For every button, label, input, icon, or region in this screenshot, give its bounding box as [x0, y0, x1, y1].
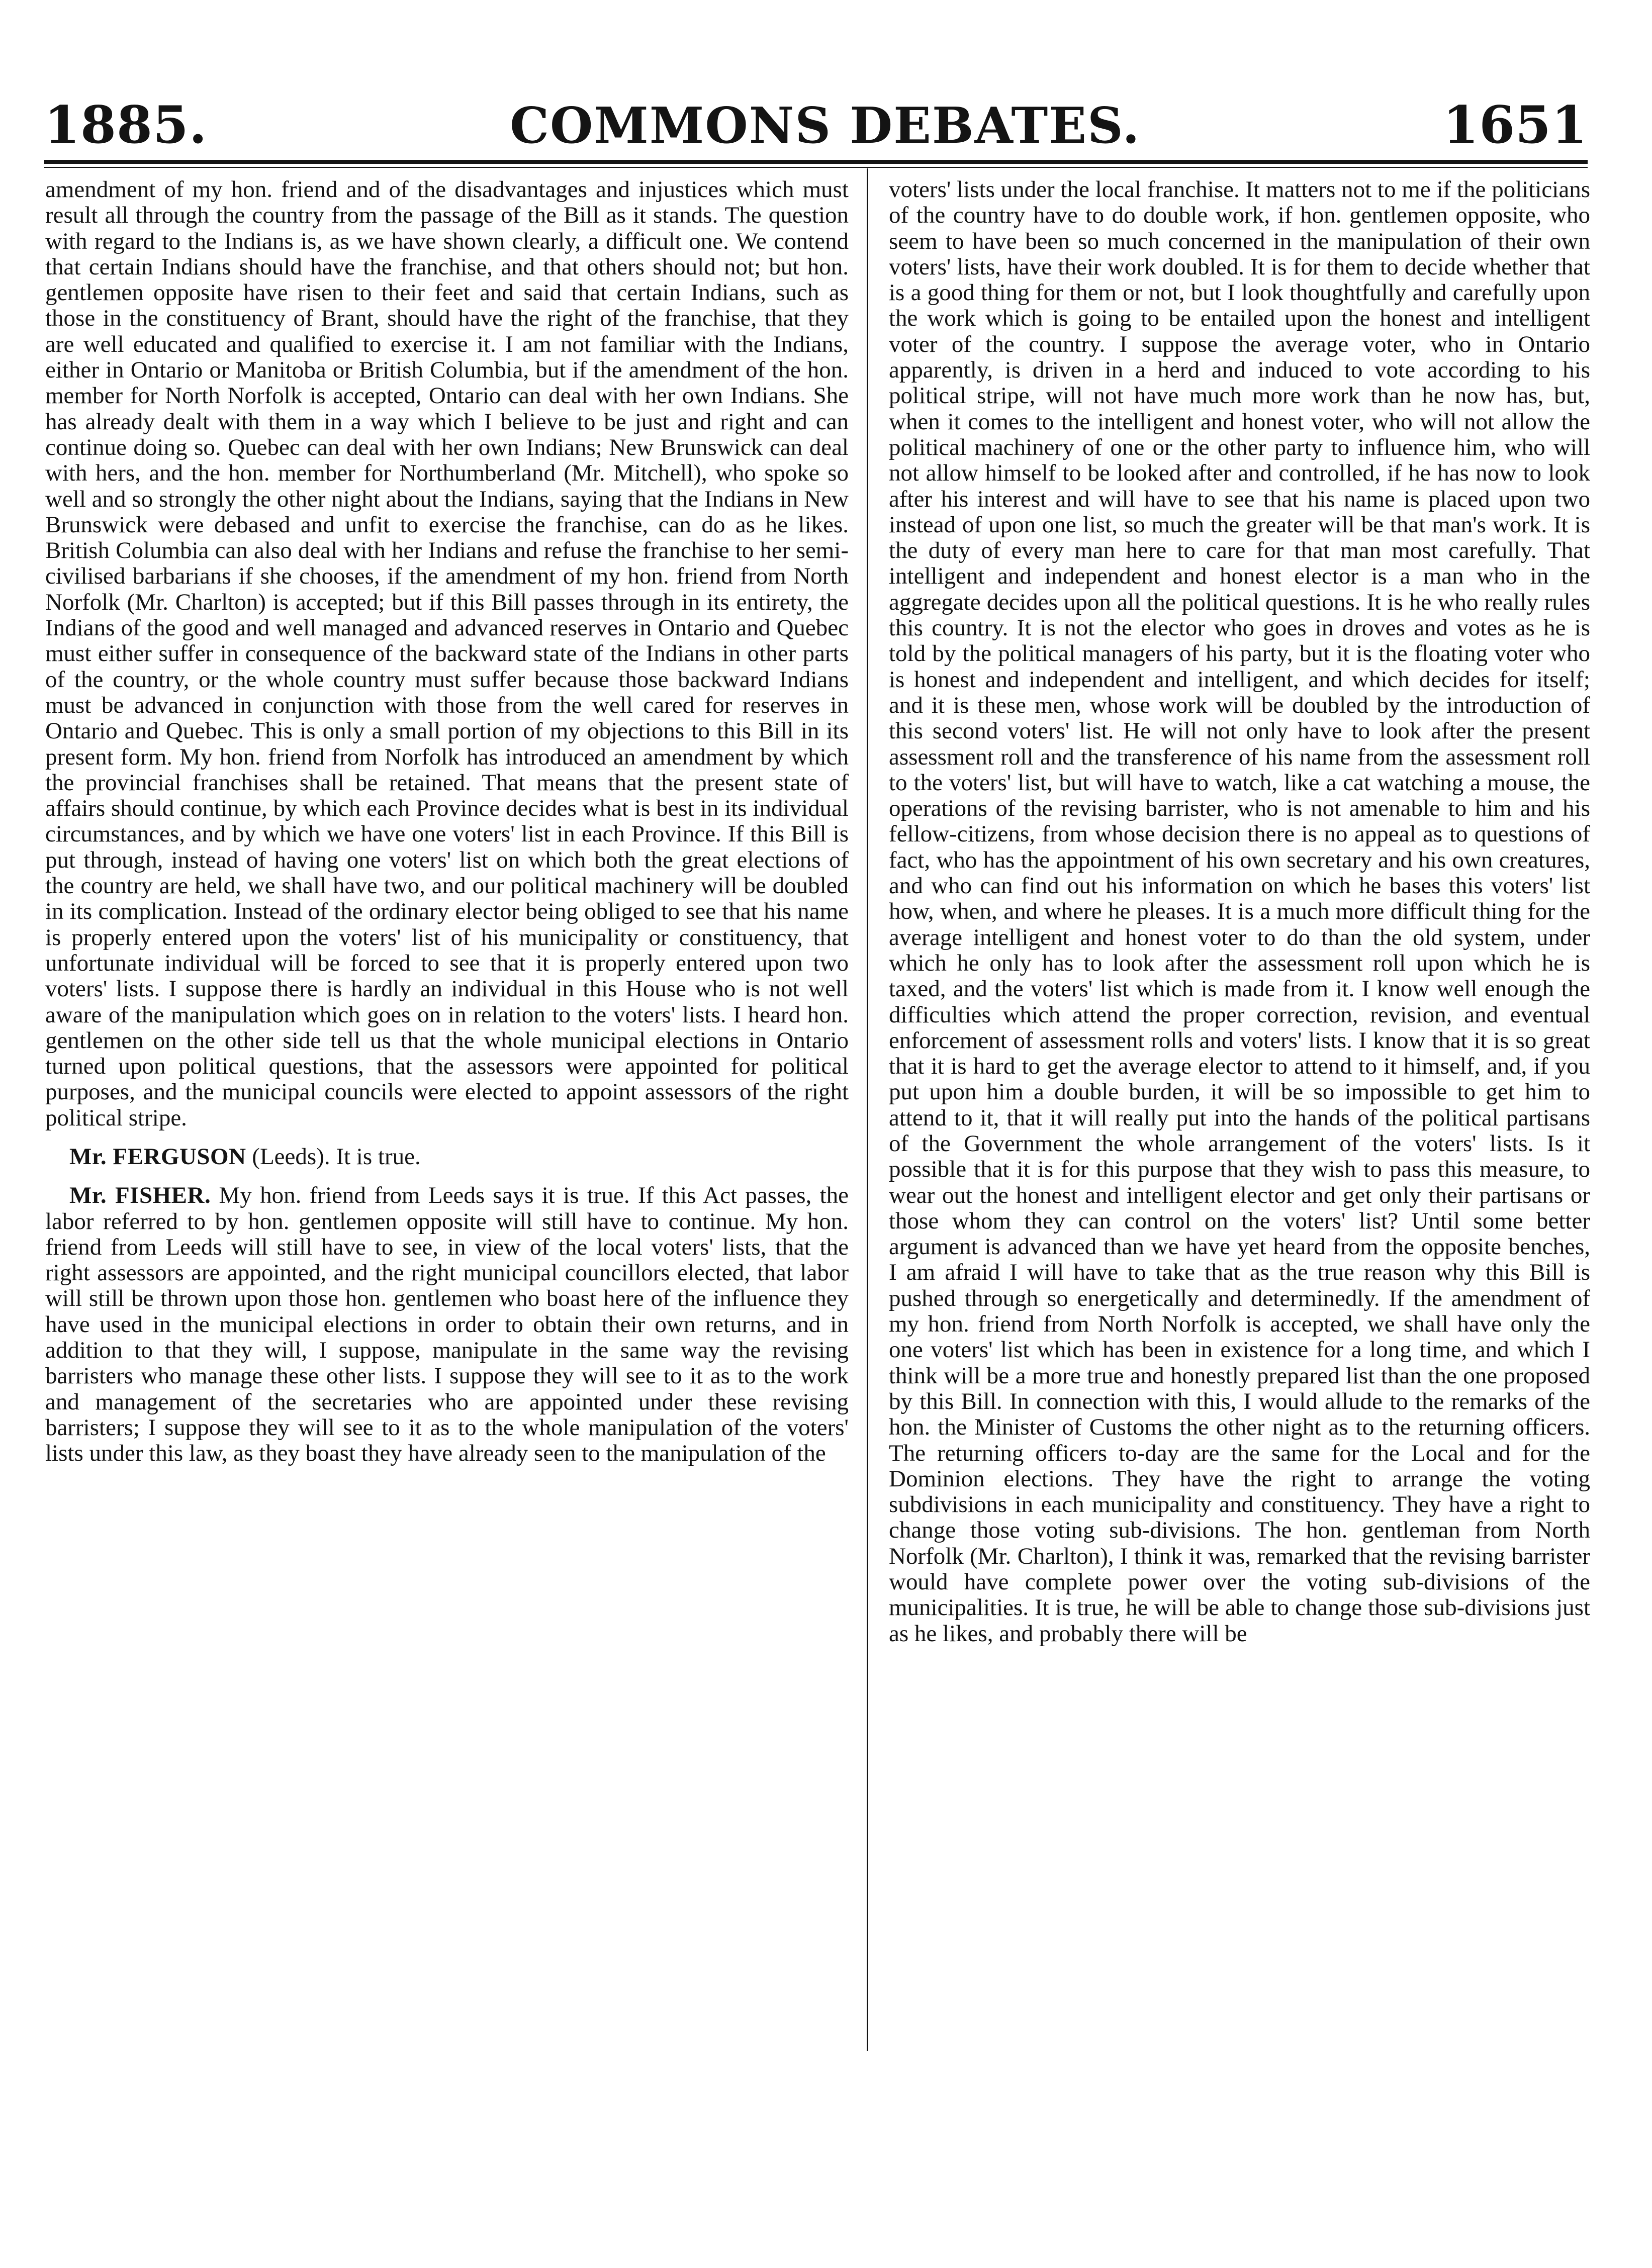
- paragraph: [45, 1183, 849, 1466]
- paragraph: [45, 1144, 849, 1170]
- header-title: COMMONS DEBATES.: [510, 97, 1141, 155]
- speech-text: (Leeds). It is true.: [246, 1143, 421, 1170]
- speaker-name: Mr. FISHER.: [69, 1182, 211, 1209]
- speaker-name: Mr. FERGUSON: [69, 1143, 246, 1170]
- paragraph: voters' lists under the local franchise. It matters not to me if the politicians of the country have to do double work, if hon. gentlemen opposite, who seem to have been so much concerned in the manipulation of their own voters' lists, have their work doubled. It is for them to decide whether that is a good thing for them or not, but I look thoughtfully and carefully upon the work which is going to be entailed upon the honest and intelligent voter of the country. I suppose the average voter, who in Ontario apparently, is driven in a herd and induced to vote according to his political stripe, will not have much more work than he now has, but, when it comes to the intelligent and honest voter, who will not allow the political machinery of one or the other party to influence him, who will not allow himself to be looked after and controlled, if he has now to look after his interest and will have to see that his name is placed upon two instead of upon one list, so much the greater will be that man's work. It is the duty of every man here to care for that man most carefully. That intelligent and independent and honest elector is a man who in the aggregate decides upon all the political questions. It is he who really rules this country. It is not the elector who goes in droves and votes as he is told by the political managers of his party, but it is the floating voter who is honest and independent and intelligent, and which decides for itself; and it is these men, whose work will be doubled by the introduction of this second voters' list. He will not only have to look after the present assessment roll and the transference of his name from the assessment roll to the voters' list, but will have to watch, like a cat watching a mouse, the operations of the revising barrister, who is not amenable to him and his fellow-citizens, from whose decision there is no appeal as to questions of fact, who has the appointment of his own secretary and his own creatures, and who can find out his information on which he bases this voters' list how, when, and where he pleases. It is a much more difficult thing for the average intelligent and honest voter to do than the old system, under which he only has to look after the assessment roll upon which he is taxed, and the voters' list which is made from it. I know well enough the difficulties which attend the proper correction, revision, and eventual enforcement of assessment rolls and voters' lists. I know that it is so great that it is hard to get the average elector to attend to it himself, and, if you put upon him a double burden, it will be so impossible to get him to attend to it, that it will really put into the hands of the political partisans of the Government the whole arrangement of the voters' lists. Is it possible that it is for this purpose that they wish to pass this measure, to wear out the honest and intelligent elector and get only their partisans or those whom they can control on the voters' list? Until some better argument is advanced than we have yet heard from the opposite benches, I am afraid I will have to take that as the true reason why this Bill is pushed through so energetically and determinedly. If the amendment of my hon. friend from North Norfolk is accepted, we shall have only the one voters' list which has been in existence for a long time, and which I think will be a more true and honestly prepared list than the one proposed by this Bill. In connection with this, I would allude to the remarks of the hon. the Minister of Customs the other night as to the returning officers. The returning officers to-day are the same for the Local and for the Dominion elections. They have the right to arrange the voting subdivisions in each municipality and constituency. They have a right to change those voting sub-divisions. The hon. gentleman from North Norfolk (Mr. Charlton), I think it was, remarked that the revising barrister would have complete power over the voting sub-divisions of the municipalities. It is true, he will be able to change those sub-divisions just as he likes, and probably there will be: [889, 176, 1590, 1647]
- speech-text: My hon. friend from Leeds says it is true. If this Act passes, the labor referred to by hon. gentlemen opposite will still have to continue. My hon. friend from Leeds will still have to see, in view of the local voters' lists, that the right assessors are appointed, and the right municipal councillors elected, that labor will still be thrown upon those hon. gentlemen who boast here of the influence they have used in the municipal elections in order to obtain their own returns, and in addition to that they will, I suppose, manipulate in the same way the revising barristers who manage these other lists. I suppose they will see to it as to the work and management of the secretaries who are appointed under these revising barristers; I suppose they will see to it as to the whole manipulation of the voters' lists under this law, as they boast they have already seen to the manipulation of the: [45, 1182, 849, 1467]
- header-rule: [44, 160, 1588, 164]
- page-header: [44, 75, 1588, 155]
- header-page-number: 1651: [1443, 95, 1588, 155]
- right-column: [889, 177, 1590, 1647]
- header-rule-thin: [44, 167, 1588, 168]
- column-divider: [867, 168, 868, 2051]
- header-year: 1885.: [44, 95, 208, 155]
- left-column: [45, 177, 849, 1467]
- paragraph: amendment of my hon. friend and of the disadvantages and injustices which must result all through the country from the passage of the Bill as it stands. The question with regard to the Indians is, as we have shown clearly, a difficult one. We contend that certain Indians should have the franchise, and that others should not; but hon. gentlemen opposite have risen to their feet and said that certain Indians, such as those in the constituency of Brant, should have the right of the franchise, that they are well educated and qualified to exercise it. I am not familiar with the Indians, either in Ontario or Manitoba or British Columbia, but if the amendment of the hon. member for North Norfolk is accepted, Ontario can deal with her own Indians. She has already dealt with them in a way which I believe to be just and right and can continue doing so. Quebec can deal with her own Indians; New Brunswick can deal with hers, and the hon. member for Northumberland (Mr. Mitchell), who spoke so well and so strongly the other night about the Indians, saying that the Indians in New Brunswick were debased and unfit to exercise the franchise, can do as he likes. British Columbia can also deal with her Indians and refuse the franchise to her semi-civilised barbarians if she chooses, if the amendment of my hon. friend from North Norfolk (Mr. Charlton) is accepted; but if this Bill passes through in its entirety, the Indians of the good and well managed and advanced reserves in Ontario and Quebec must either suffer in consequence of the backward state of the Indians in other parts of the country, or the whole country must suffer because those backward Indians must be advanced in conjunction with those from the well cared for reserves in Ontario and Quebec. This is only a small portion of my objections to this Bill in its present form. My hon. friend from Norfolk has introduced an amendment by which the provincial franchises shall be retained. That means that the present state of affairs should continue, by which each Province decides what is best in its individual circumstances, and by which we have one voters' list in each Province. If this Bill is put through, instead of having one voters' list on which both the great elections of the country are held, we shall have two, and our political machinery will be doubled in its complication. Instead of the ordinary elector being obliged to see that his name is properly entered upon the voters' list of his municipality or constituency, that unfortunate individual will be forced to see that it is properly entered upon two voters' lists. I suppose there is hardly an individual in this House who is not well aware of the manipulation which goes on in relation to the voters' lists. I heard hon. gentlemen on the other side tell us that the whole municipal elections in Ontario turned upon political questions, that the assessors were appointed for political purposes, and the municipal councils were elected to appoint assessors of the right political stripe.: [45, 176, 849, 1131]
